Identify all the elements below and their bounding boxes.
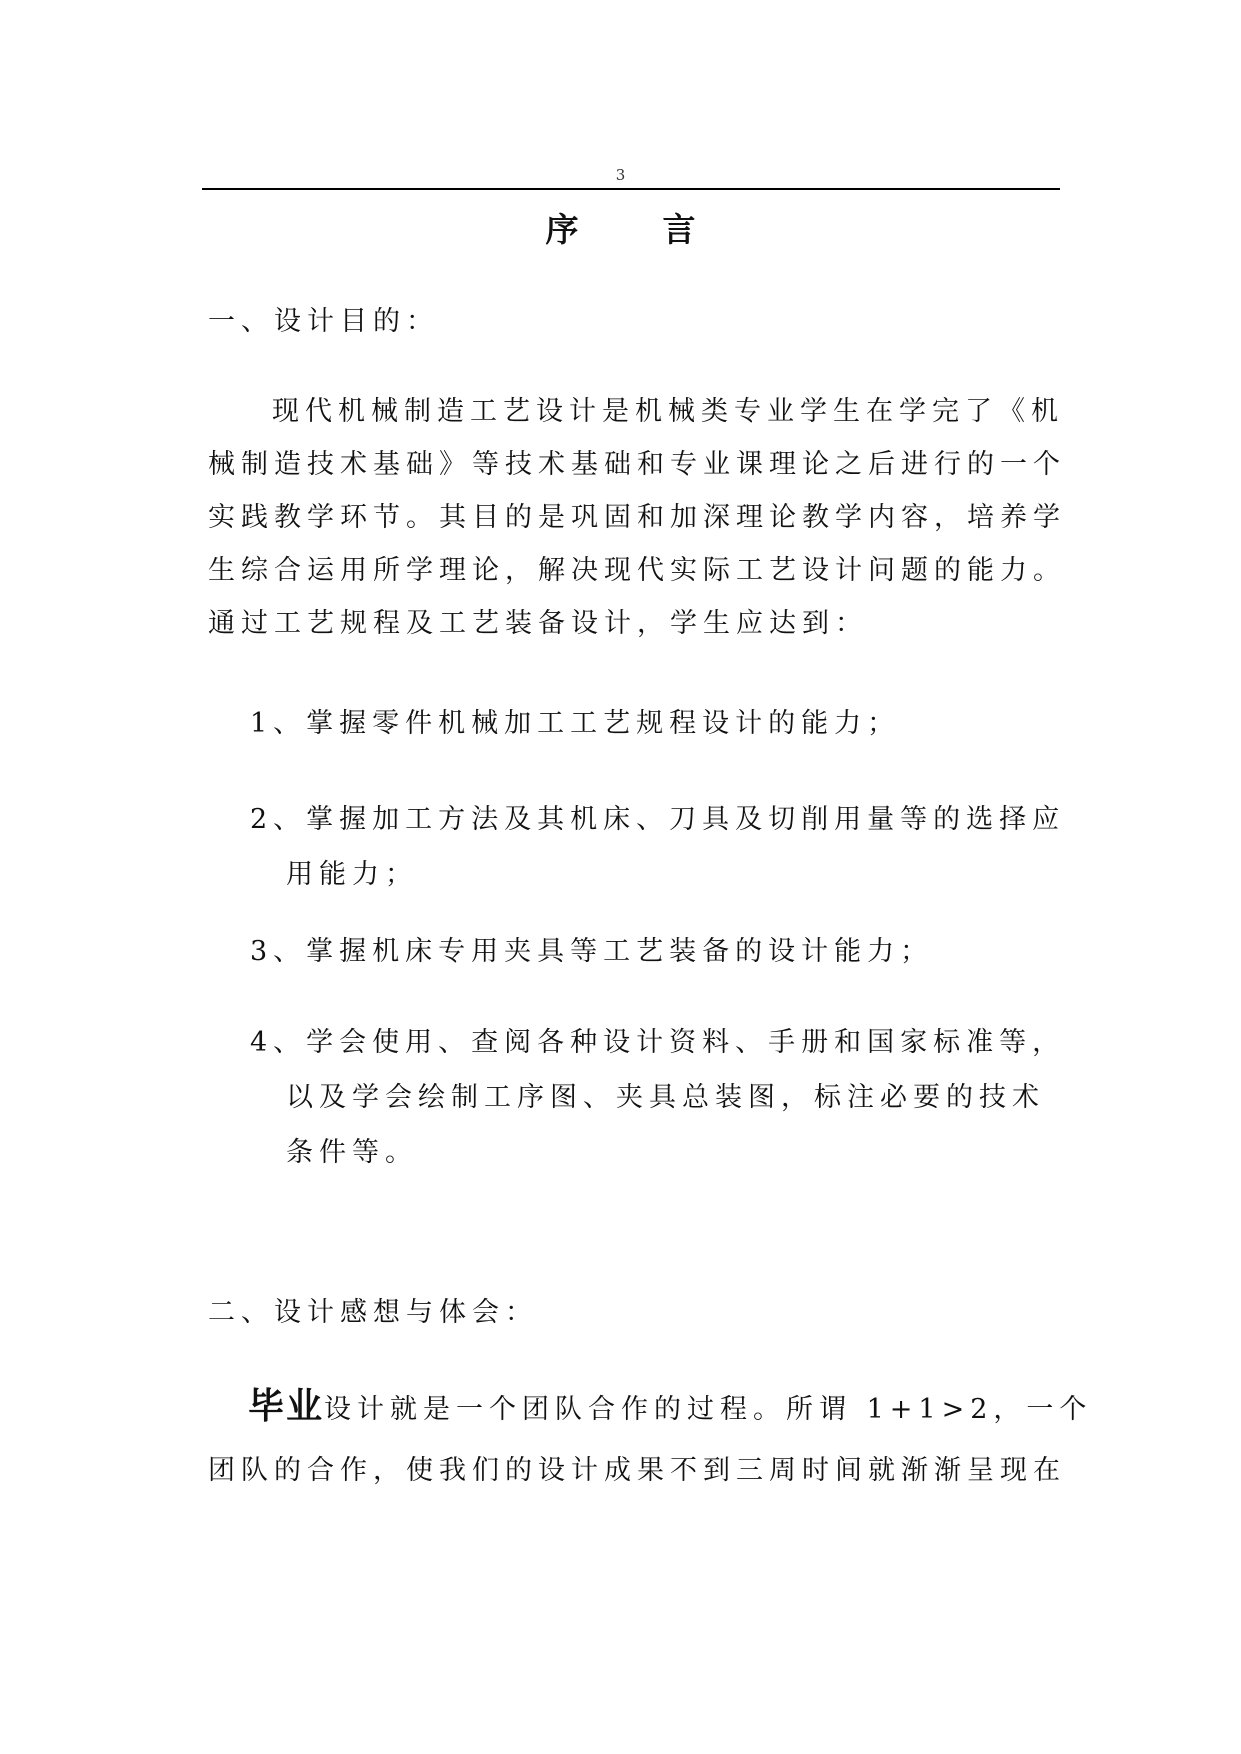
list-item-line: 1、掌握零件机械加工工艺规程设计的能力； <box>250 708 901 739</box>
list-item <box>250 924 1058 979</box>
page-title <box>0 210 1241 250</box>
page-number: 3 <box>615 166 626 184</box>
list-item <box>250 1015 1066 1180</box>
section-heading-purpose: 一、设计目的： <box>208 306 439 337</box>
paragraph-line <box>248 1380 1093 1436</box>
list-item <box>250 792 1066 902</box>
purpose-paragraph-cont <box>208 438 1066 650</box>
paragraph-line: 实践教学环节。其目的是巩固和加深理论教学内容，培养学 <box>208 502 1066 533</box>
reflection-paragraph-cont <box>208 1444 1066 1497</box>
paragraph-line: 械制造技术基础》等技术基础和专业课理论之后进行的一个 <box>208 449 1066 480</box>
lead-emphasis: 毕业 <box>248 1386 325 1427</box>
header-rule <box>202 188 1060 190</box>
paragraph-line: 通过工艺规程及工艺装备设计，学生应达到： <box>208 608 868 639</box>
list-item <box>250 696 1058 751</box>
list-item-line: 3、掌握机床专用夹具等工艺装备的设计能力； <box>250 936 934 967</box>
purpose-paragraph <box>208 385 1064 438</box>
list-item-line: 用能力； <box>286 859 418 890</box>
paragraph-line: 团队的合作，使我们的设计成果不到三周时间就渐渐呈现在 <box>208 1455 1066 1486</box>
title-char-1: 序 <box>545 210 579 249</box>
title-char-2: 言 <box>662 210 696 249</box>
reflection-paragraph <box>208 1380 1093 1436</box>
paragraph-line: 生综合运用所学理论，解决现代实际工艺设计问题的能力。 <box>208 555 1066 586</box>
list-item-line: 2、掌握加工方法及其机床、刀具及切削用量等的选择应 <box>250 804 1066 835</box>
paragraph-text: 设计就是一个团队合作的过程。所谓 1+1>2，一个 <box>324 1394 1093 1425</box>
paragraph-line: 现代机械制造工艺设计是机械类专业学生在学完了《机 <box>272 396 1064 427</box>
section-heading-reflection: 二、设计感想与体会： <box>208 1297 538 1328</box>
list-item-line: 条件等。 <box>286 1137 418 1168</box>
list-item-line: 以及学会绘制工序图、夹具总装图，标注必要的技术 <box>286 1082 1045 1113</box>
list-item-line: 4、学会使用、查阅各种设计资料、手册和国家标准等， <box>250 1027 1066 1058</box>
